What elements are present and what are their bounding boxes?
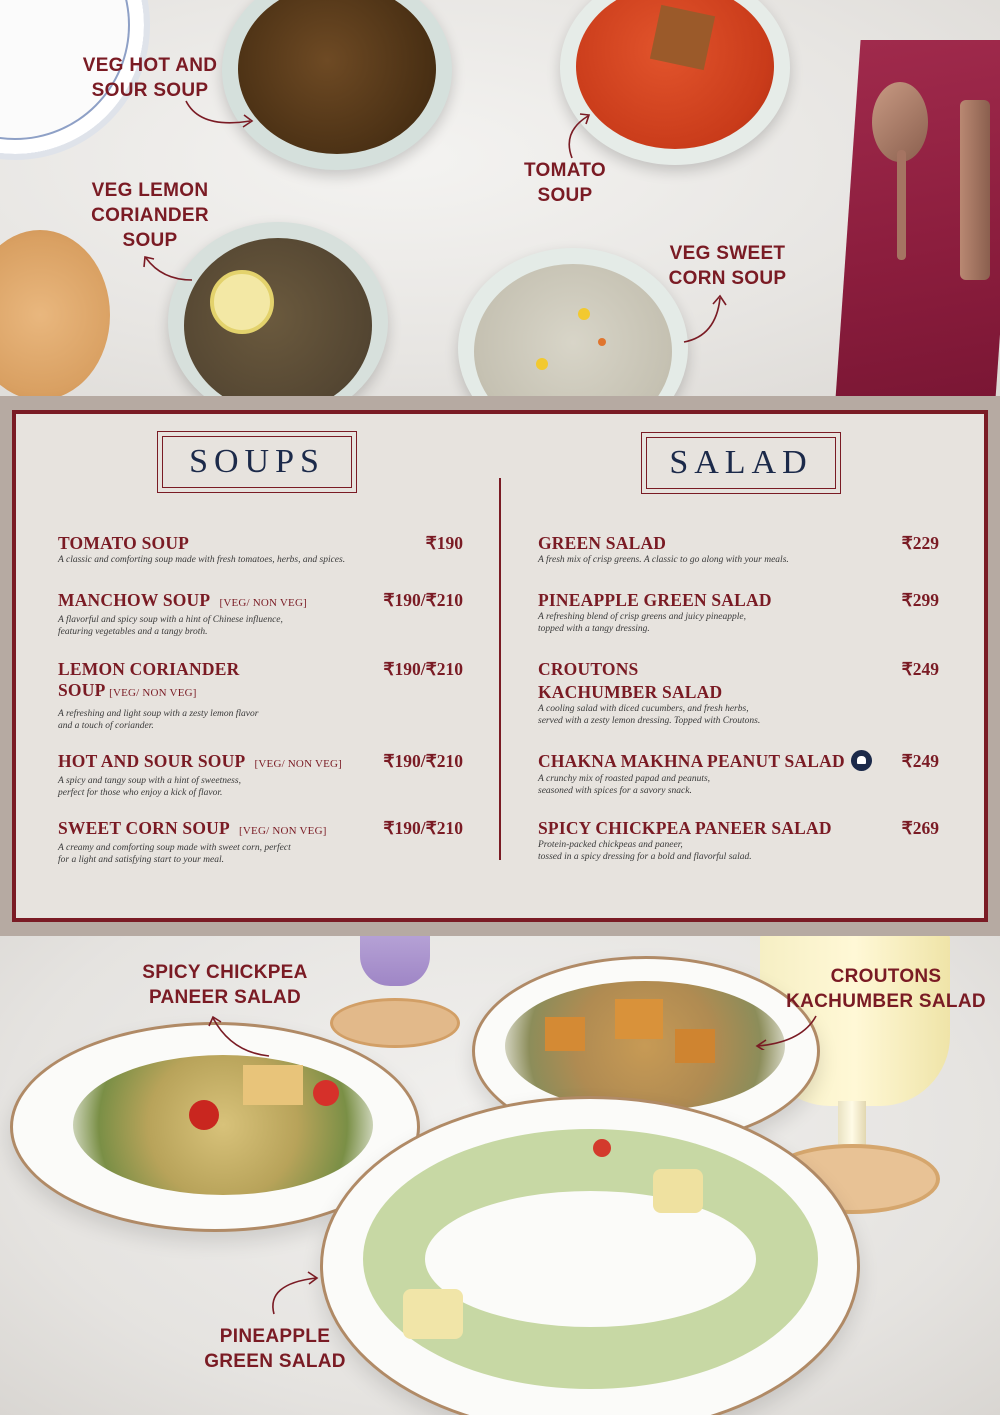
item-desc: A classic and comforting soup made with fresh tomatoes, herbs, and spices.	[58, 555, 346, 565]
item-name: KACHUMBER SALAD	[538, 682, 723, 702]
item-desc: featuring vegetables and a tangy broth.	[58, 627, 208, 637]
arrow-icon	[558, 110, 598, 162]
item-name: LEMON CORIANDER	[58, 659, 240, 679]
menu-item-spicy-chickpea-paneer-salad	[538, 818, 898, 863]
salads-photo	[0, 936, 1000, 1415]
item-price: ₹249	[901, 659, 939, 679]
item-price: ₹249	[901, 751, 939, 771]
coaster	[330, 998, 460, 1048]
hot-sour-soup-bowl	[222, 0, 452, 170]
item-name: PINEAPPLE GREEN SALAD	[538, 590, 772, 610]
item-desc: seasoned with spices for a savory snack.	[538, 786, 692, 797]
item-tag: [VEG/ NON VEG]	[109, 687, 197, 699]
item-desc: A cooling salad with diced cucumbers, and fresh herbs,	[538, 704, 749, 714]
item-price: ₹269	[901, 818, 939, 838]
label-veg-hot-sour-soup: VEG HOT AND SOUR SOUP	[82, 55, 218, 101]
arrow-icon	[205, 1012, 275, 1062]
arrow-icon	[752, 1010, 822, 1050]
column-divider	[499, 478, 501, 860]
salad-header	[641, 432, 841, 494]
arrow-icon	[180, 95, 260, 135]
berry-drink-glass	[360, 936, 430, 986]
item-price: ₹190/₹210	[383, 751, 463, 771]
item-name: SWEET CORN SOUP	[58, 818, 230, 838]
item-price: ₹190/₹210	[383, 818, 463, 838]
item-desc: perfect for those who enjoy a kick of flavor.	[58, 788, 223, 798]
item-name: CHAKNA MAKHNA PEANUT SALAD	[538, 751, 845, 771]
item-tag: [VEG/ NON VEG]	[219, 597, 307, 609]
menu-item-croutons-kachumber-salad	[538, 659, 898, 727]
item-price: ₹190/₹210	[383, 659, 463, 679]
label-pineapple-green-salad: PINEAPPLE GREEN SALAD	[204, 1326, 346, 1372]
item-price: ₹299	[901, 590, 939, 610]
label-spicy-chickpea-paneer-salad: SPICY CHICKPEA PANEER SALAD	[142, 962, 308, 1008]
menu-item-pineapple-green-salad	[538, 590, 898, 635]
item-desc: tossed in a spicy dressing for a bold and flavorful salad.	[538, 852, 752, 862]
label-veg-lemon-coriander-soup: VEG LEMON CORIANDER SOUP	[91, 180, 209, 251]
wooden-coaster	[0, 230, 110, 396]
item-desc: A refreshing and light soup with a zesty lemon flavor	[58, 709, 259, 719]
item-name: CROUTONS	[538, 659, 639, 679]
item-price: ₹190	[425, 533, 463, 553]
item-desc: topped with a tangy dressing.	[538, 624, 650, 634]
item-desc: and a touch of coriander.	[58, 721, 154, 731]
menu-item-green-salad	[538, 533, 898, 566]
item-desc: A flavorful and spicy soup with a hint of Chinese influence,	[58, 615, 283, 625]
item-name: GREEN SALAD	[538, 533, 667, 553]
item-name: TOMATO SOUP	[58, 533, 190, 553]
spoon-handle	[897, 150, 906, 260]
menu-item-tomato-soup	[58, 533, 478, 566]
soups-header	[157, 431, 357, 493]
item-name: MANCHOW SOUP	[58, 590, 211, 610]
item-name: SPICY CHICKPEA PANEER SALAD	[538, 818, 832, 838]
salad-title: SALAD	[669, 444, 813, 481]
sweet-corn-soup-bowl	[458, 248, 688, 396]
item-name: HOT AND SOUR SOUP	[58, 751, 246, 771]
item-tag: [VEG/ NON VEG]	[254, 758, 343, 770]
arrow-icon	[138, 250, 198, 286]
label-croutons-kachumber-salad: CROUTONS KACHUMBER SALAD	[786, 966, 986, 1012]
item-desc: served with a zesty lemon dressing. Topped with Croutons.	[538, 716, 761, 726]
arrow-icon	[262, 1270, 322, 1318]
soups-title: SOUPS	[189, 443, 325, 480]
chef-hat-icon	[851, 750, 872, 771]
fork	[960, 100, 990, 280]
label-tomato-soup: TOMATO SOUP	[523, 160, 607, 206]
item-desc: for a light and satisfying start to your meal.	[58, 855, 224, 865]
item-desc: Protein-packed chickpeas and paneer,	[538, 840, 683, 850]
arrow-icon	[680, 292, 730, 348]
item-desc: A crunchy mix of roasted papad and peanuts,	[538, 774, 711, 785]
pineapple-green-salad-bowl	[320, 1096, 860, 1415]
item-desc: A fresh mix of crisp greens. A classic to go along with your meals.	[538, 555, 789, 565]
label-veg-sweet-corn-soup: VEG SWEET CORN SOUP	[668, 243, 787, 289]
item-price: ₹229	[901, 533, 939, 553]
item-desc: A spicy and tangy soup with a hint of sweetness,	[58, 776, 241, 786]
item-desc: A creamy and comforting soup made with sweet corn, perfect	[58, 843, 291, 853]
soups-photo	[0, 0, 1000, 396]
item-desc: A refreshing blend of crisp greens and juicy pineapple,	[538, 612, 746, 622]
menu-item-chakna-makhna-peanut-salad	[538, 751, 898, 797]
item-tag: [VEG/ NON VEG]	[239, 825, 327, 837]
item-price: ₹190/₹210	[383, 590, 463, 610]
item-name: SOUP	[58, 680, 105, 700]
